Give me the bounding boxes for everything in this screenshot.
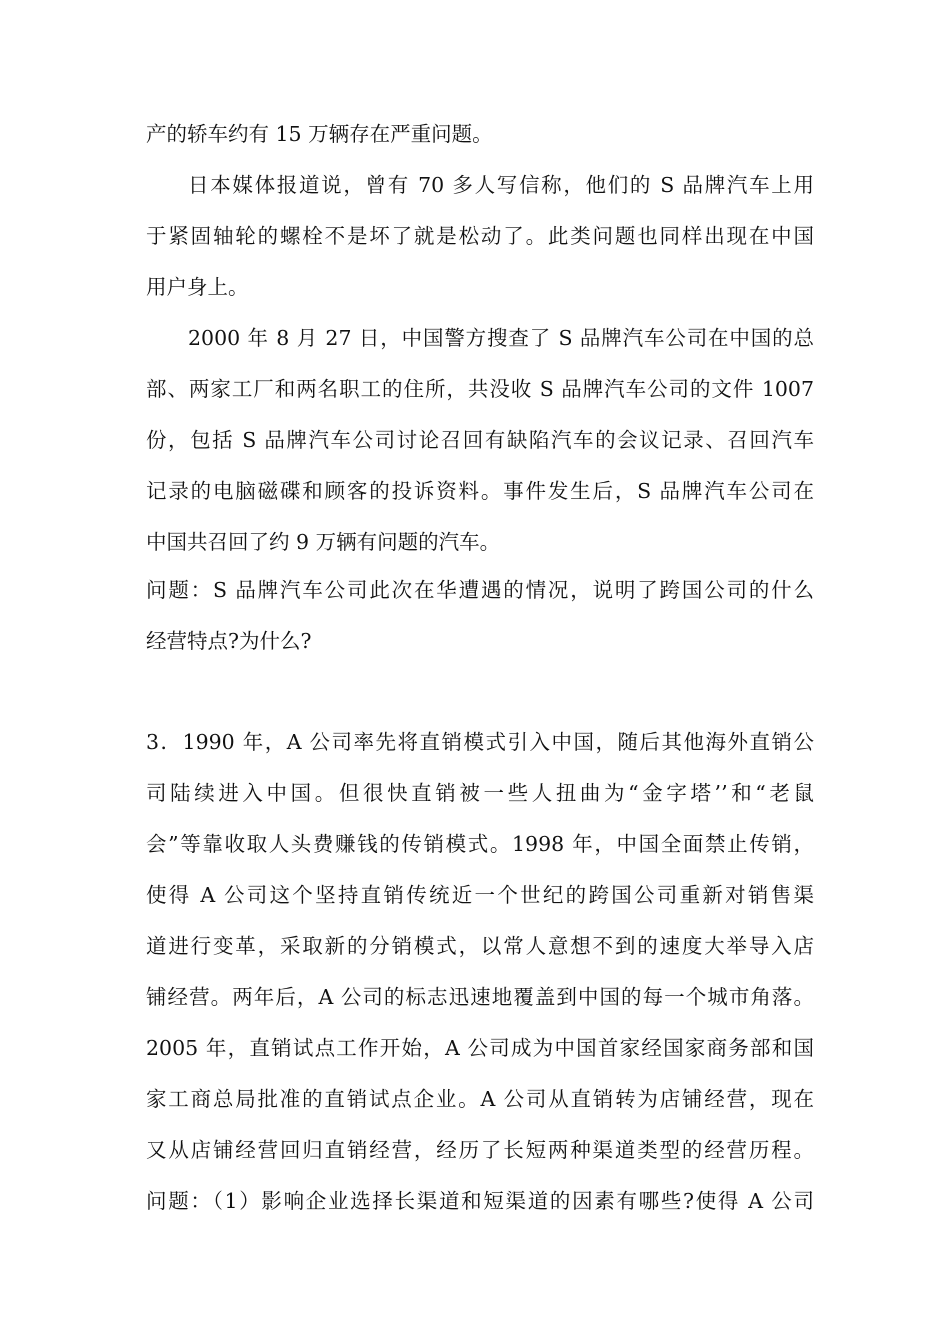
text-line: 中国共召回了约 9 万辆有问题的汽车。	[146, 530, 501, 554]
text-line: 会”等靠收取人头费赚钱的传销模式。1998 年，中国全面禁止传销，	[146, 832, 814, 856]
question-line: 问题：（1）影响企业选择长渠道和短渠道的因素有哪些?使得 A 公司	[146, 1189, 814, 1213]
text-line: 3．1990 年，A 公司率先将直销模式引入中国，随后其他海外直销公	[146, 730, 814, 754]
question-line: 经营特点?为什么?	[146, 629, 312, 653]
text-line: 部、两家工厂和两名职工的住所，共没收 S 品牌汽车公司的文件 1007	[146, 377, 814, 401]
text-line: 用户身上。	[146, 275, 249, 299]
text-line: 份，包括 S 品牌汽车公司讨论召回有缺陷汽车的会议记录、召回汽车	[146, 428, 814, 452]
question-line: 问题：S 品牌汽车公司此次在华遭遇的情况，说明了跨国公司的什么	[146, 578, 814, 602]
text-line: 司陆续进入中国。但很快直销被一些人扭曲为“金字塔’’和“老鼠	[146, 781, 814, 805]
text-line: 产的轿车约有 15 万辆存在严重问题。	[146, 122, 493, 146]
text-line: 使得 A 公司这个坚持直销传统近一个世纪的跨国公司重新对销售渠	[146, 883, 814, 907]
text-line: 记录的电脑磁碟和顾客的投诉资料。事件发生后，S 品牌汽车公司在	[146, 479, 814, 503]
text-line: 于紧固轴轮的螺栓不是坏了就是松动了。此类问题也同样出现在中国	[146, 224, 814, 248]
text-line: 铺经营。两年后，A 公司的标志迅速地覆盖到中国的每一个城市角落。	[146, 985, 814, 1009]
text-line: 又从店铺经营回归直销经营，经历了长短两种渠道类型的经营历程。	[146, 1138, 814, 1162]
text-line: 家工商总局批准的直销试点企业。A 公司从直销转为店铺经营，现在	[146, 1087, 814, 1111]
text-line: 道进行变革，采取新的分销模式，以常人意想不到的速度大举导入店	[146, 934, 814, 958]
text-line: 2000 年 8 月 27 日，中国警方搜查了 S 品牌汽车公司在中国的总	[188, 326, 814, 350]
text-line: 2005 年，直销试点工作开始，A 公司成为中国首家经国家商务部和国	[146, 1036, 814, 1060]
text-line: 日本媒体报道说，曾有 70 多人写信称，他们的 S 品牌汽车上用	[188, 173, 814, 197]
